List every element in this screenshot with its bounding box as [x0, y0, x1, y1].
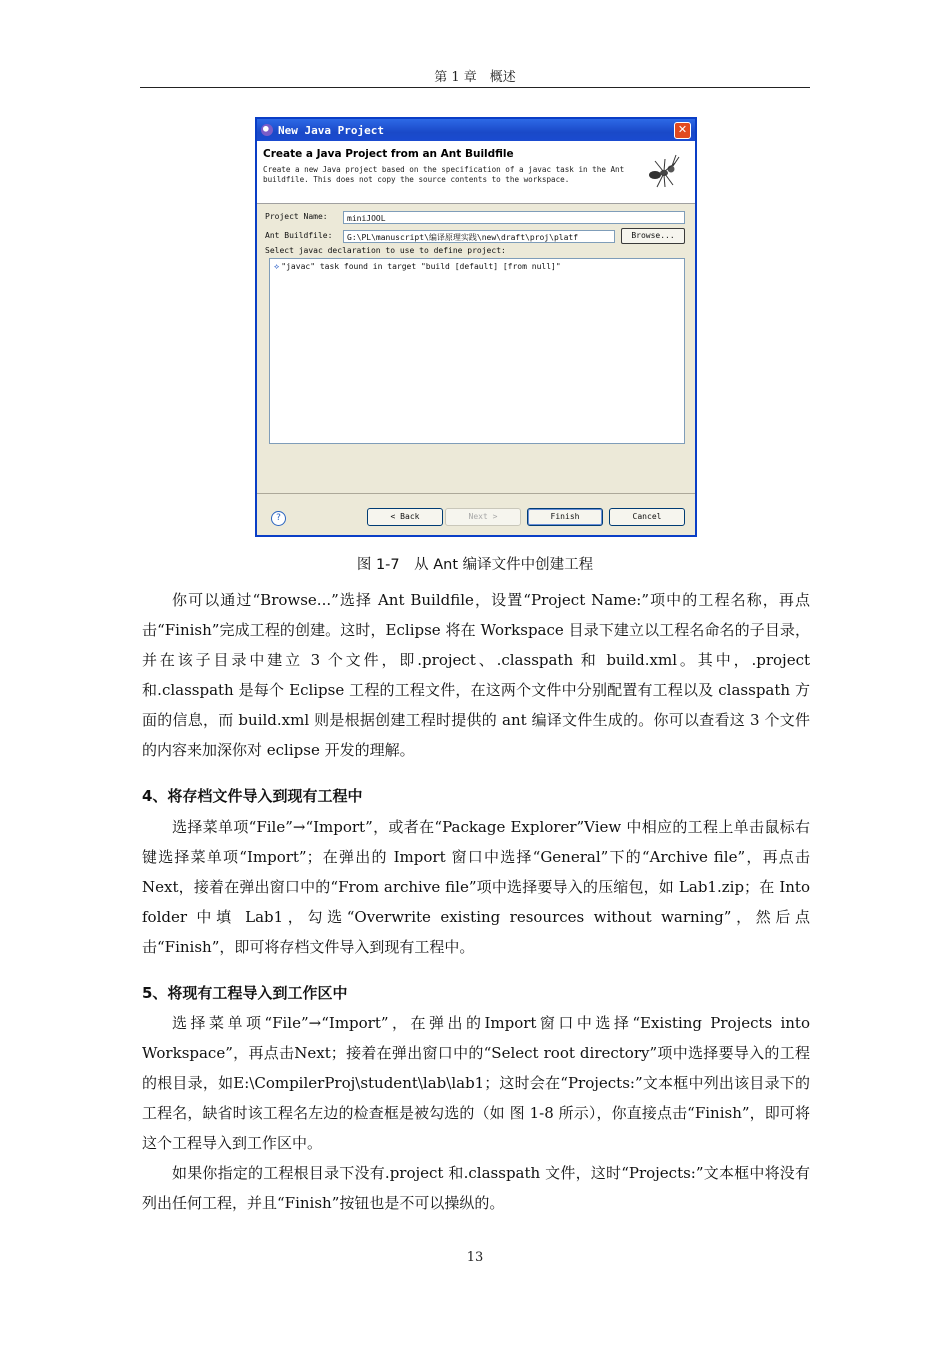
page-header: 第 1 章 概述	[434, 70, 516, 85]
close-button[interactable]: ✕	[674, 122, 691, 139]
new-java-project-dialog	[255, 117, 697, 537]
back-button[interactable]: < Back	[367, 508, 443, 526]
javac-declaration-list[interactable]	[269, 258, 685, 444]
banner-title: Create a Java Project from an Ant Buildfile	[263, 148, 514, 160]
dialog-banner	[257, 141, 695, 204]
finish-button[interactable]: Finish	[527, 508, 603, 526]
section-heading-5: 5、将现有工程导入到工作区中	[142, 984, 348, 1002]
eclipse-icon	[261, 124, 273, 136]
project-name-input[interactable]: miniJOOL	[343, 211, 685, 224]
ant-buildfile-label: Ant Buildfile:	[265, 231, 333, 240]
figure-caption: 图 1-7 从 Ant 编译文件中创建工程	[356, 557, 594, 573]
section-heading-4: 4、将存档文件导入到现有工程中	[142, 787, 363, 805]
dialog-titlebar	[257, 119, 695, 141]
page-number: 13	[466, 1250, 484, 1265]
footer-separator	[257, 493, 695, 494]
help-icon[interactable]: ?	[271, 511, 286, 526]
browse-button[interactable]: Browse...	[621, 228, 685, 244]
list-item-label: "javac" task found in target "build [default] [from null]"	[281, 262, 561, 271]
project-name-label: Project Name:	[265, 212, 328, 221]
banner-description: Create a new Java project based on the specification of a javac task in the Ant buildfile. This does not copy the source contents to the workspace.	[263, 165, 625, 184]
dialog-title: New Java Project	[278, 123, 384, 137]
dialog-form	[257, 204, 695, 489]
paragraph-1: 你可以通过“Browse...”选择 Ant Buildfile，设置“Project Name:”项中的工程名称，再点击“Finish”完成工程的创建。这时，Eclipse 将在 Workspace 目录下建立以工程名命名的子目录，并在该子目录中建立 3 个文件，即.project、.classpath 和 build.xml。其中，.project 和.classpath 是每个 Eclipse 工程的工程文件，在这两个文件中分别配置有工程以及 classpath 方面的信息，而 build.xml 则是根据创建工程时提供的 ant 编译文件生成的。你可以查看这 3 个文件的内容来加深你对 eclipse 开发的理解。	[142, 591, 810, 759]
ant-icon	[643, 151, 683, 191]
paragraph-4: 如果你指定的工程根目录下没有.project 和.classpath 文件，这时“Projects:”文本框中将没有列出任何工程，并且“Finish”按钮也是不可以操纵的。	[142, 1164, 810, 1212]
list-item[interactable]	[274, 262, 561, 272]
paragraph-2: 选择菜单项“File”→“Import”，或者在“Package Explorer”View 中相应的工程上单击鼠标右键选择菜单项“Import”；在弹出的 Import 窗口中选择“General”下的“Archive file”，再点击 Next，接着在弹出窗口中的“From archive file”项中选择要导入的压缩包，如 Lab1.zip；在 Into folder 中填 Lab1，勾选“Overwrite existing resources without warning”，然后点击“Finish”，即可将存档文件导入到现有工程中。	[142, 818, 810, 956]
javac-task-icon: ⟡	[274, 262, 280, 271]
paragraph-3: 选择菜单项“File”→“Import”，在弹出的Import窗口中选择“Existing Projects into Workspace”，再点击Next；接着在弹出窗口中的“Select root directory”项中选择要导入的工程的根目录，如E:\CompilerProj\student\lab\lab1；这时会在“Projects:”文本框中列出该目录下的工程名，缺省时该工程名左边的检查框是被勾选的（如 图 1-8 所示），你直接点击“Finish”，即可将这个工程导入到工作区中。	[142, 1014, 810, 1152]
cancel-button[interactable]: Cancel	[609, 508, 685, 526]
next-button[interactable]: Next >	[445, 508, 521, 526]
select-javac-label: Select javac declaration to use to define project:	[265, 246, 506, 255]
header-rule	[140, 87, 810, 88]
ant-buildfile-input[interactable]: G:\PL\manuscript\编译原理实践\new\draft\proj\platf	[343, 230, 615, 243]
